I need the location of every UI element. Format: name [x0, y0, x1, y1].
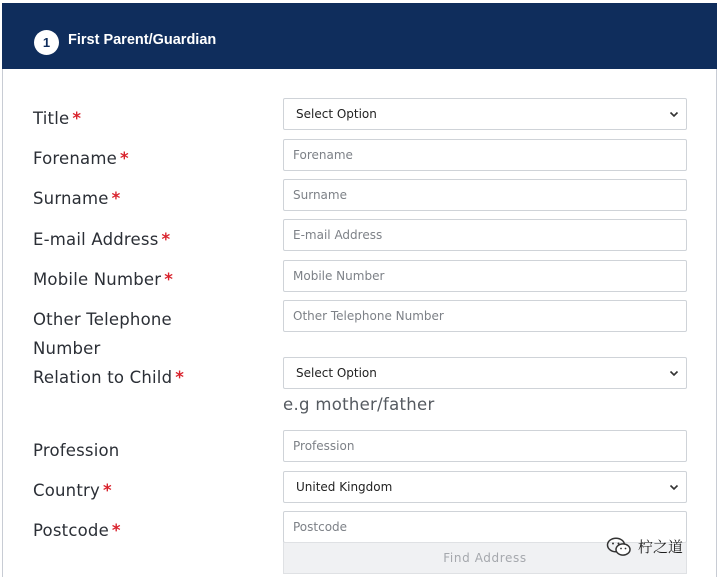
postcode-label — [33, 517, 121, 545]
relation-select[interactable] — [283, 357, 687, 389]
relation-label-text: Relation to Child — [33, 368, 173, 387]
surname-input[interactable] — [284, 180, 686, 210]
email-label — [33, 226, 170, 254]
mobile-label-text: Mobile Number — [33, 270, 162, 289]
watermark-text: 柠之道 — [638, 538, 684, 556]
profession-label-text: Profession — [33, 441, 120, 460]
surname-label-text: Surname — [33, 189, 109, 208]
required-mark: * — [111, 189, 121, 208]
required-mark: * — [102, 481, 112, 500]
section-title: First Parent/Guardian — [68, 32, 217, 48]
other-phone-label-2 — [33, 335, 100, 363]
forename-label — [33, 145, 129, 173]
chevron-down-icon — [668, 108, 680, 120]
profession-field-wrap — [283, 430, 687, 462]
other-phone-input[interactable] — [284, 301, 686, 331]
mobile-input[interactable] — [284, 261, 686, 291]
postcode-label-text: Postcode — [33, 521, 109, 540]
required-mark: * — [175, 368, 185, 387]
country-label-text: Country — [33, 481, 100, 500]
relation-hint: e.g mother/father — [283, 395, 435, 414]
relation-label — [33, 364, 184, 392]
email-label-text: E-mail Address — [33, 230, 159, 249]
title-select-value: Select Option — [296, 107, 377, 121]
other-phone-field-wrap — [283, 300, 687, 332]
mobile-label — [33, 266, 173, 294]
profession-label — [33, 437, 119, 465]
title-label-text: Title — [33, 109, 70, 128]
country-label — [33, 477, 112, 505]
required-mark: * — [111, 521, 121, 540]
relation-select-value: Select Option — [296, 366, 377, 380]
required-mark: * — [119, 149, 129, 168]
other-phone-label — [33, 306, 172, 334]
required-mark: * — [161, 230, 171, 249]
chevron-down-icon — [668, 367, 680, 379]
find-address-button[interactable]: Find Address — [283, 542, 687, 574]
forename-input[interactable] — [284, 140, 686, 170]
email-input[interactable] — [284, 220, 686, 250]
required-mark: * — [72, 109, 82, 128]
country-select[interactable] — [283, 471, 687, 503]
required-mark: * — [164, 270, 174, 289]
title-label — [33, 105, 81, 133]
email-field-wrap — [283, 219, 687, 251]
mobile-field-wrap — [283, 260, 687, 292]
watermark — [606, 536, 683, 557]
surname-field-wrap — [283, 179, 687, 211]
forename-field-wrap — [283, 139, 687, 171]
wechat-icon — [606, 537, 632, 557]
profession-input[interactable] — [284, 431, 686, 461]
section-header — [2, 3, 717, 69]
other-phone-label-line2: Number — [33, 339, 101, 358]
surname-label — [33, 185, 120, 213]
chevron-down-icon — [668, 481, 680, 493]
title-select[interactable] — [283, 98, 687, 130]
other-phone-label-line1: Other Telephone — [33, 310, 172, 329]
step-badge: 1 — [34, 30, 59, 55]
country-select-value: United Kingdom — [296, 480, 393, 494]
forename-label-text: Forename — [33, 149, 117, 168]
